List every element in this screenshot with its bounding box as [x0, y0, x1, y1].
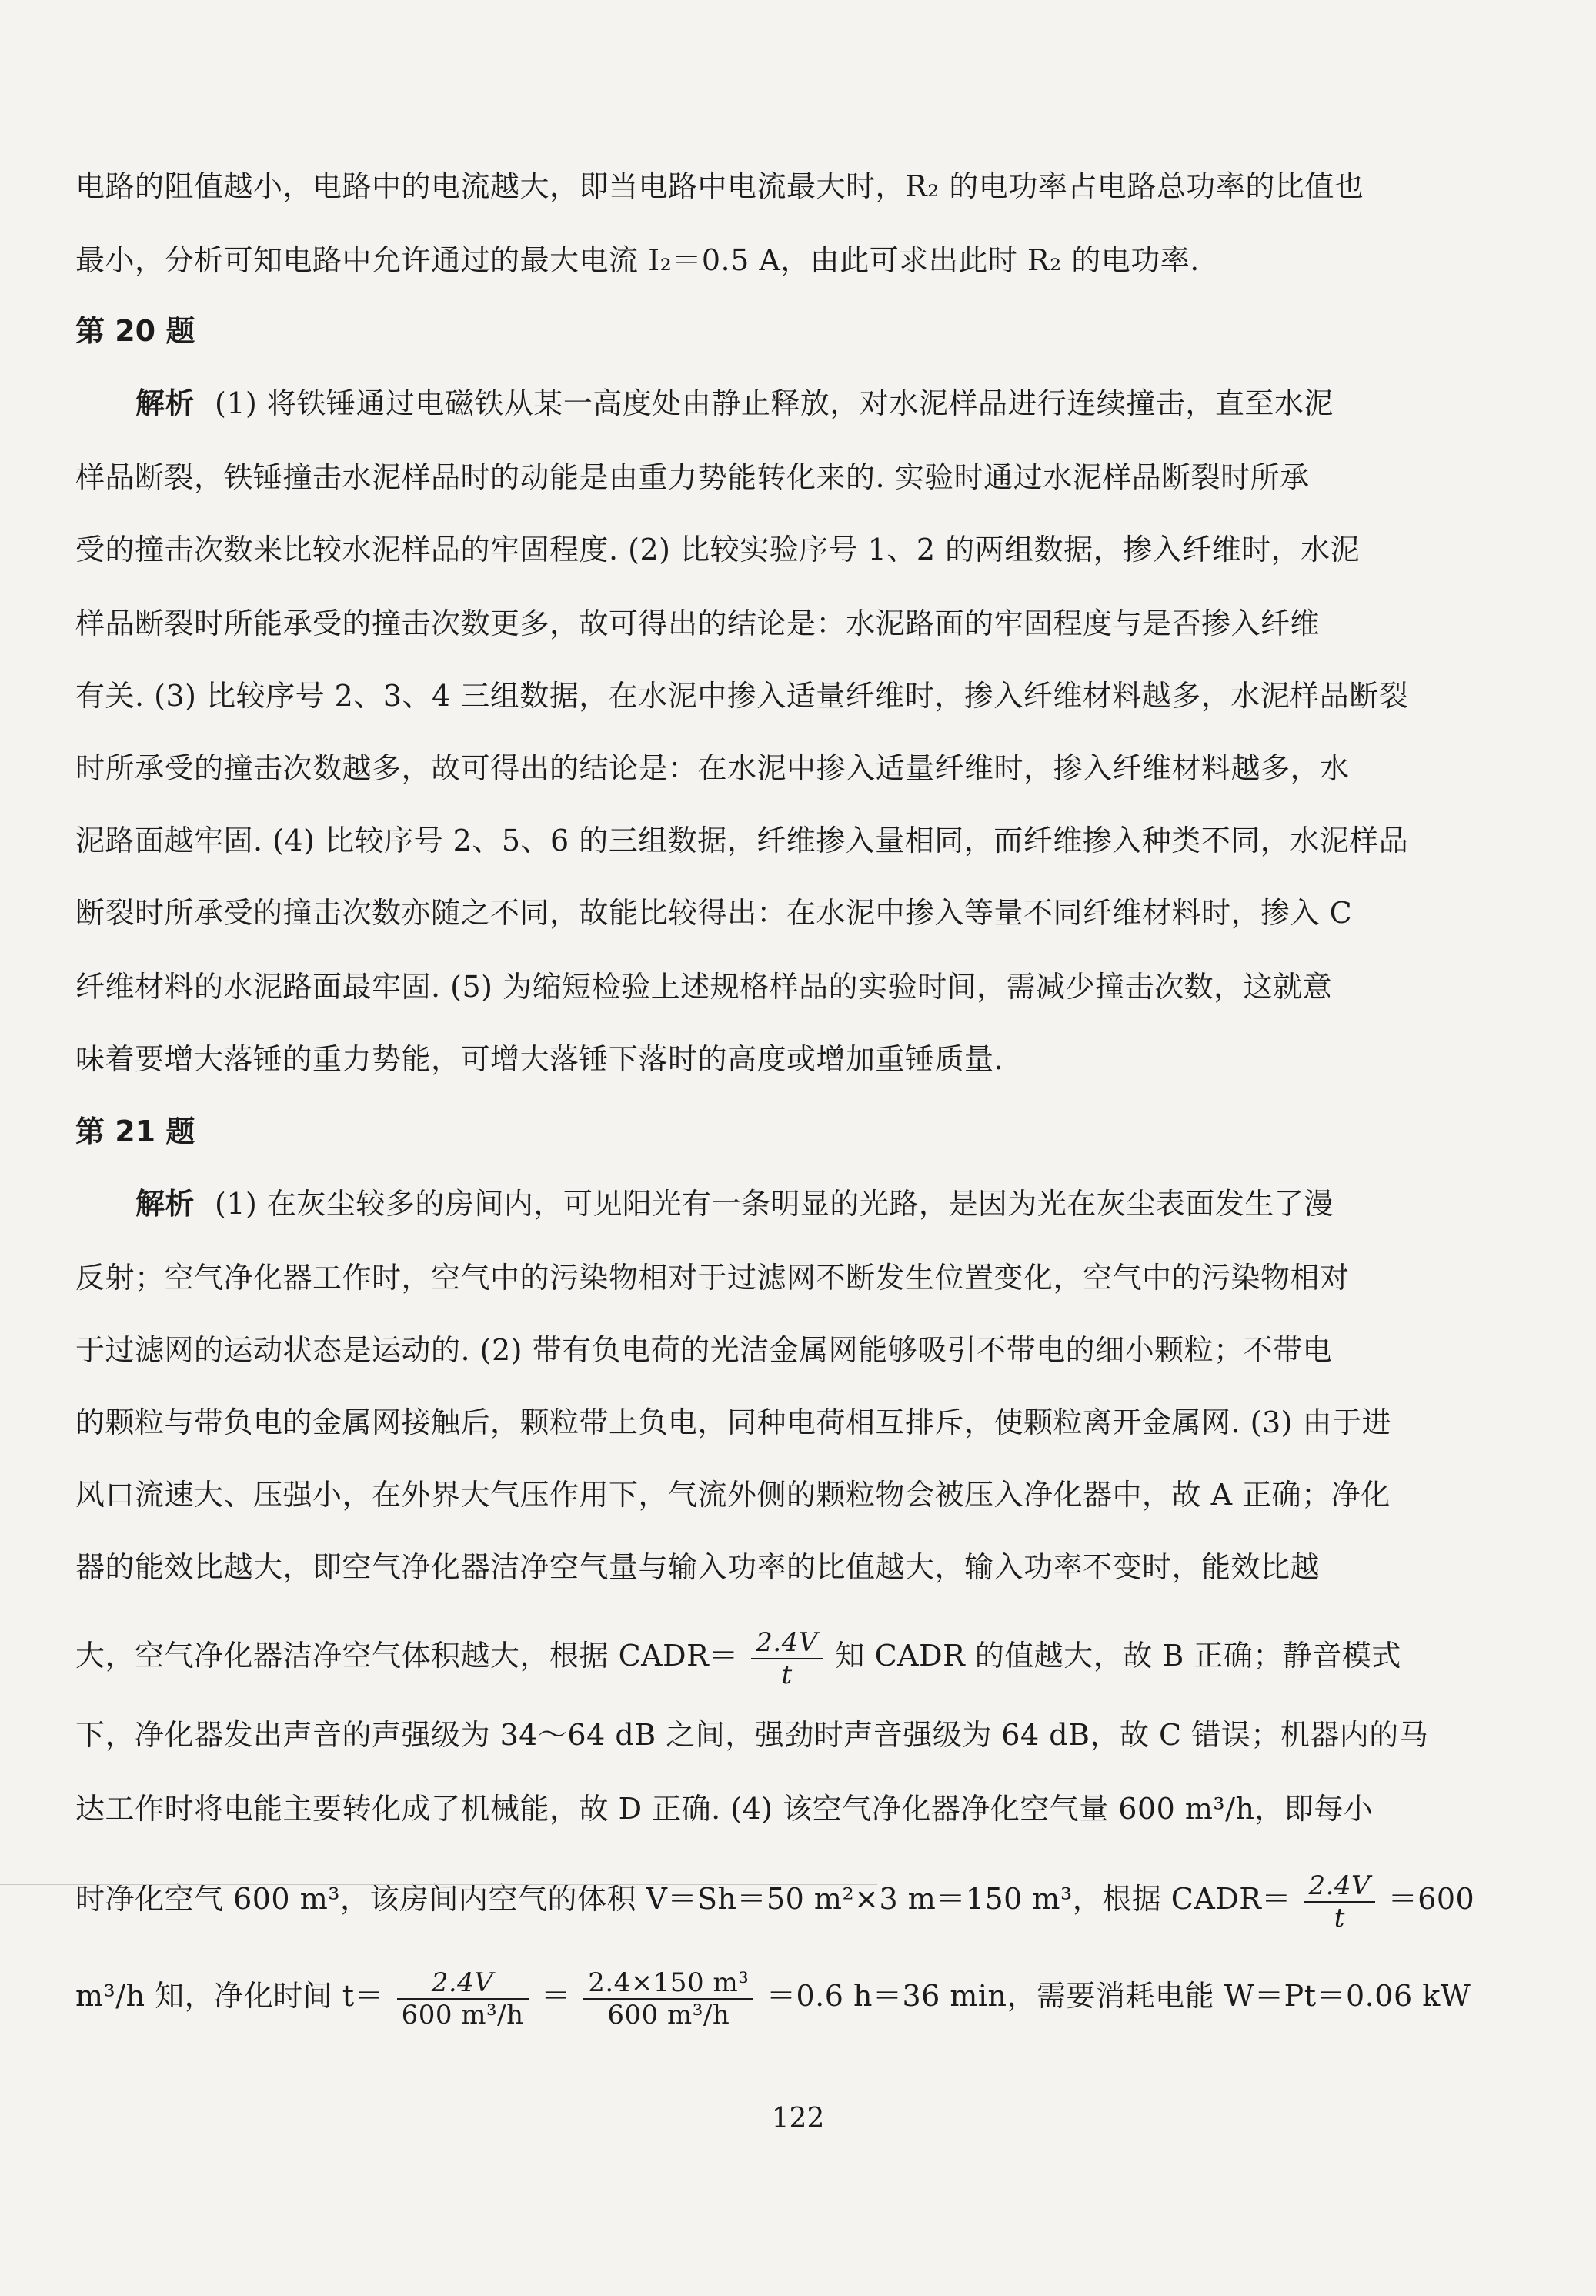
intro-line-2: 最小，分析可知电路中允许通过的最大电流 I₂＝0.5 A，由此可求出此时 R₂ 的电功率. — [75, 243, 1200, 277]
q21-line-9: 达工作时将电能主要转化成了机械能，故 D 正确. (4) 该空气净化器净化空气量 600 m³/h，即每小 — [75, 1792, 1374, 1826]
q20-line-10: 味着要增大落锤的重力势能，可增大落锤下落时的高度或增加重锤质量. — [75, 1042, 1004, 1076]
q20-line-2: 样品断裂，铁锤撞击水泥样品时的动能是由重力势能转化来的. 实验时通过水泥样品断裂时所承 — [75, 460, 1310, 494]
q21-line-10 — [75, 1864, 1475, 1938]
q21-line-1 — [135, 1182, 1414, 1225]
q20-line-8: 断裂时所承受的撞击次数亦随之不同，故能比较得出：在水泥中掺入等量不同纤维材料时，掺入 C — [75, 896, 1353, 930]
time-fraction-1 — [397, 1967, 529, 2030]
q21-line-3: 于过滤网的运动状态是运动的. (2) 带有负电荷的光洁金属网能够吸引不带电的细小颗粒；不带电 — [75, 1333, 1333, 1367]
q20-line-6: 时所承受的撞击次数越多，故可得出的结论是：在水泥中掺入适量纤维时，掺入纤维材料越多，水 — [75, 751, 1350, 785]
q21-lead: 解析 — [135, 1187, 195, 1221]
equals-sign: ＝ — [541, 1979, 571, 2013]
q21-line-5: 风口流速大、压强小，在外界大气压作用下，气流外侧的颗粒物会被压入净化器中，故 A 正确；净化 — [75, 1478, 1391, 1512]
q21-heading: 第 21 题 — [75, 1115, 195, 1148]
q21-line-10-pre: 时净化空气 600 m³，该房间内空气的体积 V＝Sh＝50 m²×3 m＝150 m³，根据 CADR＝ — [75, 1882, 1291, 1916]
time-fraction-2-numerator: 2.4×150 m³ — [583, 1967, 753, 2000]
q21-line-7-post: 知 CADR 的值越大，故 B 正确；静音模式 — [835, 1639, 1401, 1673]
cadr-denominator: t — [781, 1659, 793, 1690]
cadr-fraction-2 — [1304, 1870, 1375, 1933]
q21-line-7 — [75, 1621, 1414, 1695]
cadr-fraction — [751, 1627, 823, 1690]
time-fraction-1-numerator: 2.4V — [397, 1967, 529, 2000]
q21-line-6: 器的能效比越大，即空气净化器洁净空气量与输入功率的比值越大，输入功率不变时，能效比越 — [75, 1550, 1321, 1584]
q20-heading: 第 20 题 — [75, 314, 195, 348]
page-number: 122 — [771, 2103, 825, 2134]
q21-line-7-pre: 大，空气净化器洁净空气体积越大，根据 CADR＝ — [75, 1639, 739, 1673]
q21-line-1-text: (1) 在灰尘较多的房间内，可见阳光有一条明显的光路，是因为光在灰尘表面发生了漫 — [215, 1187, 1334, 1221]
time-fraction-2-denominator: 600 m³/h — [607, 1999, 730, 2030]
q20-line-5: 有关. (3) 比较序号 2、3、4 三组数据，在水泥中掺入适量纤维时，掺入纤维材料越多，水泥样品断裂 — [75, 679, 1409, 713]
q20-line-3: 受的撞击次数来比较水泥样品的牢固程度. (2) 比较实验序号 1、2 的两组数据，掺入纤维时，水泥 — [75, 533, 1361, 566]
time-fraction-2 — [583, 1967, 753, 2030]
cadr-numerator-2: 2.4V — [1304, 1870, 1375, 1903]
q20-line-9: 纤维材料的水泥路面最牢固. (5) 为缩短检验上述规格样品的实验时间，需减少撞击次数，这就意 — [75, 970, 1333, 1004]
q21-line-11-pre: m³/h 知，净化时间 t＝ — [75, 1979, 384, 2013]
cadr-denominator-2: t — [1334, 1902, 1345, 1933]
q20-line-4: 样品断裂时所能承受的撞击次数更多，故可得出的结论是：水泥路面的牢固程度与是否掺入纤维 — [75, 607, 1321, 640]
q21-line-10-post: ＝600 — [1387, 1882, 1475, 1916]
q21-line-4: 的颗粒与带负电的金属网接触后，颗粒带上负电，同种电荷相互排斥，使颗粒离开金属网. (3) 由于进 — [75, 1405, 1392, 1439]
q20-lead: 解析 — [135, 386, 195, 420]
q20-line-7: 泥路面越牢固. (4) 比较序号 2、5、6 的三组数据，纤维掺入量相同，而纤维掺入种类不同，水泥样品 — [75, 824, 1409, 857]
fold-line — [0, 1884, 877, 1885]
time-fraction-1-denominator: 600 m³/h — [401, 1999, 524, 2030]
cadr-numerator: 2.4V — [751, 1627, 823, 1659]
q21-line-8: 下，净化器发出声音的声强级为 34～64 dB 之间，强劲时声音强级为 64 dB，故 C 错误；机器内的马 — [75, 1718, 1429, 1752]
q21-line-11-post: ＝0.6 h＝36 min，需要消耗电能 W＝Pt＝0.06 kW — [766, 1979, 1471, 2013]
q21-line-2: 反射；空气净化器工作时，空气中的污染物相对于过滤网不断发生位置变化，空气中的污染物相对 — [75, 1261, 1350, 1295]
q20-line-1-text: (1) 将铁锤通过电磁铁从某一高度处由静止释放，对水泥样品进行连续撞击，直至水泥 — [215, 386, 1334, 420]
intro-line-1: 电路的阻值越小，电路中的电流越大，即当电路中电流最大时，R₂ 的电功率占电路总功率的比值也 — [75, 169, 1364, 203]
q20-line-1 — [135, 382, 1414, 425]
q21-line-11 — [75, 1961, 1471, 2035]
